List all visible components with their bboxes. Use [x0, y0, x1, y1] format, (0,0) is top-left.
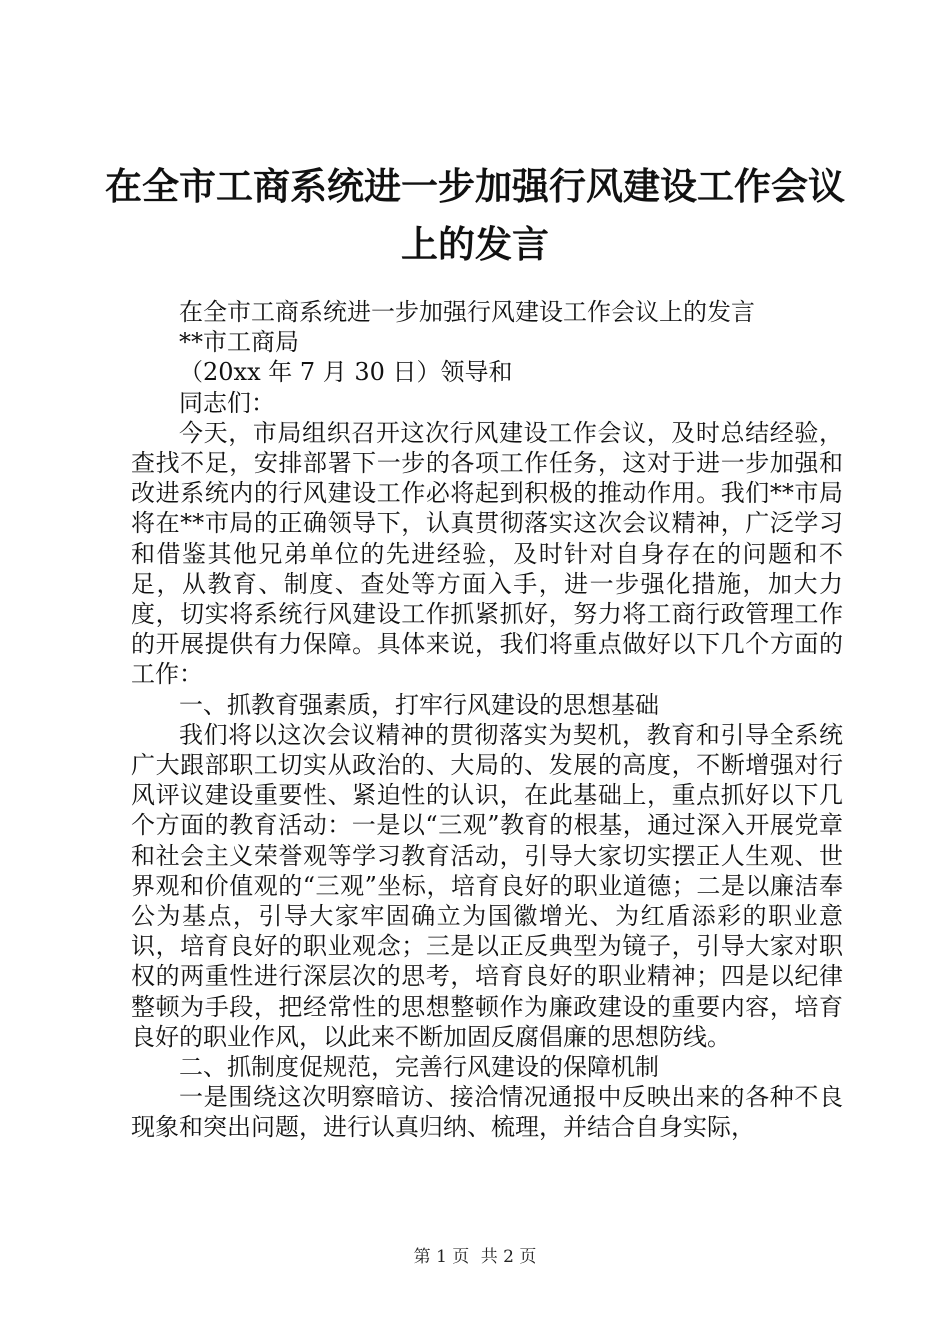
body-paragraph: 一是围绕这次明察暗访、接洽情况通报中反映出来的各种不良现象和突出问题，进行认真归纳、梳理，并结合自身实际，	[131, 1083, 843, 1142]
header-line-salutation: 同志们：	[179, 388, 275, 417]
body-paragraph: 我们将以这次会议精神的贯彻落实为契机，教育和引导全系统广大跟部职工切实从政治的、大局的、发展的高度，不断增强对行风评议建设重要性、紧迫性的认识，在此基础上，重点抓好以下几个方面的教育活动：一是以“三观”教育的根基，通过深入开展党章和社会主义荣誉观等学习教育活动，引导大家切实摆正人生观、世界观和价值观的“三观”坐标，培育良好的职业道德；二是以廉洁奉公为基点，引导大家牢固确立为国徽增光、为红盾添彩的职业意识，培育良好的职业观念；三是以正反典型为镜子，引导大家对职权的两重性进行深层次的思考，培育良好的职业精神；四是以纪律整顿为手段，把经常性的思想整顿作为廉政建设的重要内容，培育良好的职业作风，以此来不断加固反腐倡廉的思想防线。	[131, 720, 843, 1051]
header-line-date: （20xx 年 7 月 30 日）领导和	[179, 358, 513, 387]
section-heading-2: 二、抓制度促规范，完善行风建设的保障机制	[179, 1053, 659, 1082]
header-line-title: 在全市工商系统进一步加强行风建设工作会议上的发言	[179, 298, 755, 326]
document-body	[131, 297, 843, 1143]
body-paragraph: 今天，市局组织召开这次行风建设工作会议，及时总结经验，查找不足，安排部署下一步的各项工作任务，这对于进一步加强和改进系统内的行风建设工作必将起到积极的推动作用。我们**市局将在**市局的正确领导下，认真贯彻落实这次会议精神，广泛学习和借鉴其他兄弟单位的先进经验，及时针对自身存在的问题和不足，从教育、制度、查处等方面入手，进一步强化措施，加大力度，切实将系统行风建设工作抓紧抓好，努力将工商行政管理工作的开展提供有力保障。具体来说，我们将重点做好以下几个方面的工作：	[131, 418, 843, 689]
page-number: 第 1 页	[413, 1247, 470, 1267]
page-footer	[0, 1242, 950, 1267]
document-title-text: 在全市工商系统进一步加强行风建设工作会议上的发言	[105, 165, 845, 266]
section-heading-1: 一、抓教育强素质，打牢行风建设的思想基础	[179, 690, 659, 719]
document-title	[100, 158, 850, 274]
header-line-organization: **市工商局	[179, 328, 299, 357]
page-total: 共 2 页	[480, 1247, 537, 1267]
